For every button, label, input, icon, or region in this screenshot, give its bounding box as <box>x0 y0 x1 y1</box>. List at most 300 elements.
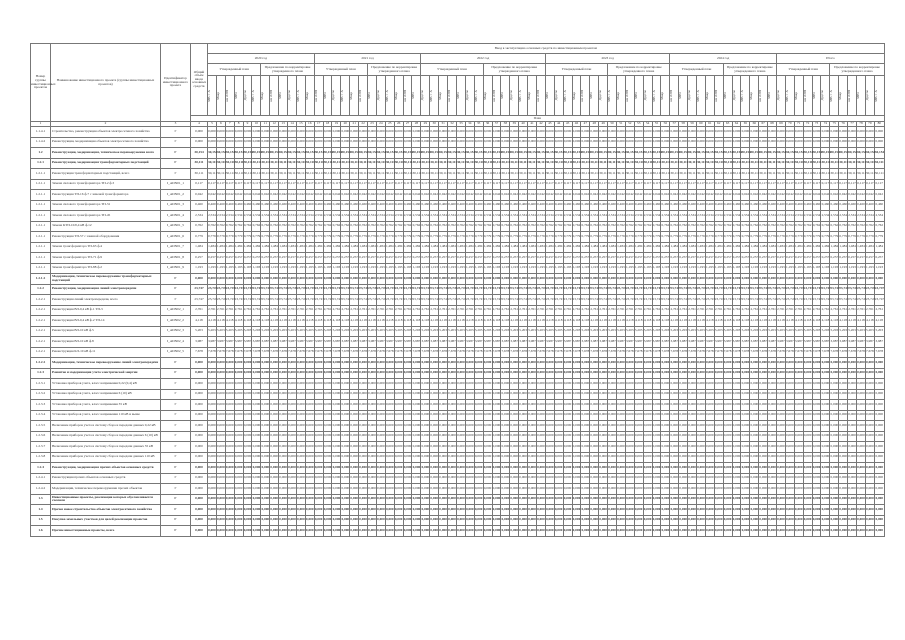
row-value: 0,000 <box>225 431 234 442</box>
row-value: 0,000 <box>288 379 297 390</box>
row-value: 0,000 <box>288 358 297 369</box>
row-value: 0,000 <box>359 484 368 495</box>
row-value: 0,000 <box>439 431 448 442</box>
row-value: 0,000 <box>785 137 794 148</box>
row-value: 7,678 <box>456 347 465 358</box>
row-value: 0,000 <box>741 421 750 432</box>
row-value: 30,154 <box>385 148 394 159</box>
row-value: 0,000 <box>785 494 794 505</box>
row-value: 0,257 <box>394 253 403 264</box>
row-value: 0,779 <box>661 232 670 243</box>
row-value: 0,000 <box>234 137 243 148</box>
row-value: 5,203 <box>670 326 679 337</box>
row-value: 0,000 <box>563 389 572 400</box>
row-value: 0,779 <box>590 232 599 243</box>
row-value: 0,000 <box>750 389 759 400</box>
row-value: 0,000 <box>430 389 439 400</box>
row-value: 30,111 <box>616 169 625 180</box>
row-total: 0,000 <box>191 431 208 442</box>
row-value: 0,000 <box>688 274 697 285</box>
row-total: 0,000 <box>191 515 208 526</box>
row-value: 0,000 <box>439 389 448 400</box>
row-value: 0,000 <box>839 137 848 148</box>
row-value: 0,000 <box>208 358 217 369</box>
row-value: 4,118 <box>359 316 368 327</box>
row-value: 0,000 <box>234 400 243 411</box>
row-value: 2,534 <box>741 211 750 222</box>
row-value: 0,762 <box>608 221 617 232</box>
row-value: 5,203 <box>323 326 332 337</box>
row-value: 1,193 <box>528 263 537 274</box>
row-value: 0,460 <box>599 200 608 211</box>
row-value: 0,257 <box>492 253 501 264</box>
row-value: 0,762 <box>688 221 697 232</box>
row-value: 0,117 <box>857 179 866 190</box>
row-value: 5,203 <box>777 326 786 337</box>
row-value: 0,000 <box>554 494 563 505</box>
row-value: 0,762 <box>501 221 510 232</box>
column-number: 79 <box>865 122 874 127</box>
row-value: 0,000 <box>376 400 385 411</box>
row-value: 0,000 <box>759 442 768 453</box>
row-value: 0,000 <box>332 494 341 505</box>
row-value: 0,779 <box>616 232 625 243</box>
row-value: 4,118 <box>234 316 243 327</box>
row-value: 7,678 <box>421 347 430 358</box>
column-number: 76 <box>839 122 848 127</box>
row-value: 0,000 <box>554 368 563 379</box>
row-value: 30,154 <box>714 148 723 159</box>
row-value: 0,000 <box>857 389 866 400</box>
row-value: 0,762 <box>572 221 581 232</box>
row-value: 0,000 <box>403 452 412 463</box>
row-value: 0,779 <box>243 232 252 243</box>
row-value: 0,000 <box>572 463 581 474</box>
row-value: 0,000 <box>616 274 625 285</box>
row-value: 0,000 <box>483 127 492 138</box>
row-value: 30,111 <box>332 158 341 169</box>
row-value: 0,000 <box>670 400 679 411</box>
row-value: 0,779 <box>643 232 652 243</box>
row-name: Реконструкция ВЛ-10 кВ ф.5 <box>51 326 161 337</box>
row-value: 0,117 <box>599 179 608 190</box>
row-value: 0,000 <box>874 389 884 400</box>
row-value: 0,000 <box>368 274 377 285</box>
row-value: 0,000 <box>296 379 305 390</box>
row-value: 0,257 <box>208 253 217 264</box>
row-value: 0,000 <box>874 410 884 421</box>
row-value: 23,747 <box>714 295 723 306</box>
row-value: 0,000 <box>812 442 821 453</box>
row-name: Реконструкция ТП-57 с заменой оборудования <box>51 232 161 243</box>
row-value: 0,000 <box>243 358 252 369</box>
row-value: 0,000 <box>394 379 403 390</box>
row-value: 30,111 <box>501 169 510 180</box>
row-value: 0,257 <box>750 253 759 264</box>
row-value: 0,000 <box>545 137 554 148</box>
row-value: 0,000 <box>376 127 385 138</box>
row-value: 0,042 <box>439 190 448 201</box>
row-value: 0,000 <box>661 515 670 526</box>
row-value: 0,000 <box>270 127 279 138</box>
row-value: 0,000 <box>359 137 368 148</box>
row-value: 0,762 <box>643 221 652 232</box>
row-value: 30,111 <box>759 169 768 180</box>
row-value: 0,000 <box>448 515 457 526</box>
row-value: 0,000 <box>839 473 848 484</box>
row-value: 23,747 <box>563 295 572 306</box>
row-value: 2,761 <box>483 305 492 316</box>
row-value: 0,460 <box>296 200 305 211</box>
row-value: 0,000 <box>430 379 439 390</box>
row-value: 0,117 <box>394 179 403 190</box>
row-value: 0,000 <box>492 515 501 526</box>
header-unit-text: МВ×А <box>251 89 256 102</box>
row-value: 0,000 <box>839 431 848 442</box>
row-value: 0,000 <box>714 473 723 484</box>
row-value: 30,111 <box>768 169 777 180</box>
row-value: 0,000 <box>759 389 768 400</box>
row-value: 0,000 <box>261 452 270 463</box>
row-value: 4,118 <box>519 316 528 327</box>
row-value: 0,000 <box>243 452 252 463</box>
header-unit <box>634 76 643 116</box>
row-value: 0,000 <box>412 379 421 390</box>
row-value: 1,193 <box>545 263 554 274</box>
row-value: 23,747 <box>323 284 332 295</box>
row-value: 0,000 <box>608 358 617 369</box>
row-value: 0,042 <box>403 190 412 201</box>
row-total: 30,154 <box>191 148 208 159</box>
row-value: 5,203 <box>643 326 652 337</box>
row-value: 0,042 <box>332 190 341 201</box>
header-unit-text: км ЛЭП <box>447 89 452 102</box>
row-value: 30,154 <box>270 148 279 159</box>
row-total: 0,000 <box>191 473 208 484</box>
row-value: 0,000 <box>421 515 430 526</box>
row-value: 0,000 <box>234 368 243 379</box>
row-value: 0,000 <box>465 389 474 400</box>
row-value: 0,042 <box>581 190 590 201</box>
row-value: 30,154 <box>225 148 234 159</box>
row-value: 1,193 <box>554 263 563 274</box>
row-value: 0,000 <box>857 494 866 505</box>
row-code: 1.2.1.1 <box>31 242 51 253</box>
row-value: 7,678 <box>634 347 643 358</box>
row-value: 0,000 <box>510 368 519 379</box>
row-code: 1.2.4.2 <box>31 484 51 495</box>
header-unit-text: МВ×А <box>295 89 300 102</box>
row-value: 0,000 <box>750 274 759 285</box>
row-value: 0,000 <box>679 389 688 400</box>
row-value: 30,111 <box>581 158 590 169</box>
row-value: 3,987 <box>341 337 350 348</box>
row-value: 0,000 <box>714 526 723 537</box>
row-value: 2,534 <box>448 211 457 222</box>
row-value: 0,000 <box>252 526 261 537</box>
row-value: 0,000 <box>848 410 857 421</box>
row-value: 30,111 <box>341 158 350 169</box>
column-number: 39 <box>510 122 519 127</box>
row-value: 5,203 <box>785 326 794 337</box>
row-value: 0,460 <box>777 200 786 211</box>
row-value: 0,000 <box>439 494 448 505</box>
row-value: 0,000 <box>661 484 670 495</box>
row-value: 0,460 <box>643 200 652 211</box>
row-value: 3,987 <box>456 337 465 348</box>
row-value: 0,000 <box>679 526 688 537</box>
row-value: 0,000 <box>465 505 474 516</box>
row-value: 0,000 <box>794 431 803 442</box>
row-name: Строительство, реконструкция объектов электросетевого хозяйства <box>51 127 161 138</box>
row-value: 0,117 <box>439 179 448 190</box>
row-value: 30,154 <box>625 148 634 159</box>
row-value: 1,193 <box>341 263 350 274</box>
row-value: 0,000 <box>759 473 768 484</box>
row-value: 0,000 <box>216 410 225 421</box>
table-body <box>31 127 885 537</box>
row-value: 1,484 <box>368 242 377 253</box>
row-value: 0,000 <box>625 505 634 516</box>
header-sub-6-2: Предложение по корректировке утвержденного плана <box>830 64 884 76</box>
row-value: 0,000 <box>323 442 332 453</box>
row-value: 0,000 <box>252 274 261 285</box>
row-value: 0,257 <box>430 253 439 264</box>
row-code: 1.2.1.1 <box>31 169 51 180</box>
row-value: 0,000 <box>705 515 714 526</box>
row-value: 1,484 <box>732 242 741 253</box>
row-value: 3,987 <box>821 337 830 348</box>
row-value: 0,117 <box>323 179 332 190</box>
row-value: 0,000 <box>696 526 705 537</box>
row-value: 30,111 <box>634 158 643 169</box>
row-value: 0,000 <box>812 484 821 495</box>
row-value: 0,000 <box>794 421 803 432</box>
row-value: 30,154 <box>296 148 305 159</box>
table-row <box>31 494 885 505</box>
row-value: 4,118 <box>812 316 821 327</box>
row-value: 0,000 <box>857 431 866 442</box>
header-unit-text: Другое <box>642 90 647 101</box>
header-unit <box>385 76 394 116</box>
row-value: 3,987 <box>350 337 359 348</box>
row-value: 30,111 <box>572 158 581 169</box>
row-value: 23,747 <box>350 284 359 295</box>
row-value: 0,257 <box>474 253 483 264</box>
row-value: 7,678 <box>777 347 786 358</box>
row-value: 0,117 <box>252 179 261 190</box>
row-value: 3,987 <box>501 337 510 348</box>
row-value: 0,257 <box>625 253 634 264</box>
row-value: 0,000 <box>599 389 608 400</box>
row-value: 30,111 <box>545 169 554 180</box>
row-value: 5,203 <box>465 326 474 337</box>
row-code: 1.2.2.1 <box>31 326 51 337</box>
row-value: 30,111 <box>670 158 679 169</box>
row-value: 0,257 <box>794 253 803 264</box>
row-value: 0,000 <box>305 358 314 369</box>
row-value: 0,000 <box>794 494 803 505</box>
row-value: 0,762 <box>865 221 874 232</box>
row-value: 0,000 <box>216 505 225 516</box>
row-value: 0,000 <box>865 494 874 505</box>
row-value: 0,000 <box>839 452 848 463</box>
row-value: 5,203 <box>341 326 350 337</box>
row-value: 30,111 <box>830 169 839 180</box>
row-value: 0,000 <box>421 526 430 537</box>
row-value: 0,779 <box>403 232 412 243</box>
row-value: 0,000 <box>768 431 777 442</box>
row-value: 3,987 <box>510 337 519 348</box>
row-value: 0,762 <box>554 221 563 232</box>
row-value: 0,000 <box>563 137 572 148</box>
row-value: 2,534 <box>208 211 217 222</box>
row-value: 0,000 <box>652 389 661 400</box>
row-value: 0,000 <box>732 127 741 138</box>
row-value: 0,460 <box>821 200 830 211</box>
row-value: 0,000 <box>519 494 528 505</box>
row-value: 0,000 <box>732 505 741 516</box>
row-value: 0,000 <box>812 274 821 285</box>
row-value: 0,000 <box>777 505 786 516</box>
row-value: 0,000 <box>385 526 394 537</box>
row-value: 0,000 <box>679 484 688 495</box>
header-sub-4-1: Утвержденный план <box>545 64 607 76</box>
row-value: 0,460 <box>528 200 537 211</box>
row-value: 0,000 <box>341 452 350 463</box>
row-value: 0,762 <box>741 221 750 232</box>
row-value: 0,000 <box>368 515 377 526</box>
row-value: 1,484 <box>270 242 279 253</box>
row-value: 4,118 <box>492 316 501 327</box>
row-value: 30,111 <box>305 158 314 169</box>
row-value: 0,000 <box>225 379 234 390</box>
row-value: 0,257 <box>412 253 421 264</box>
row-value: 5,203 <box>208 326 217 337</box>
row-value: 0,000 <box>634 431 643 442</box>
row-value: 4,118 <box>225 316 234 327</box>
row-value: 30,154 <box>305 148 314 159</box>
row-value: 0,000 <box>688 515 697 526</box>
row-value: 1,484 <box>314 242 323 253</box>
column-number: 20 <box>341 122 350 127</box>
row-value: 30,111 <box>234 169 243 180</box>
row-value: 2,761 <box>723 305 732 316</box>
row-value: 0,000 <box>421 421 430 432</box>
header-unit-text: МВ×А <box>607 89 612 102</box>
row-value: 0,042 <box>554 190 563 201</box>
row-value: 1,193 <box>625 263 634 274</box>
row-value: 0,000 <box>821 473 830 484</box>
row-total: 0,000 <box>191 484 208 495</box>
row-value: 30,111 <box>865 169 874 180</box>
row-value: 7,678 <box>865 347 874 358</box>
row-value: 0,000 <box>270 421 279 432</box>
row-value: 0,000 <box>608 431 617 442</box>
row-id: I_ADN01_8 <box>161 253 191 264</box>
row-value: 0,257 <box>723 253 732 264</box>
row-value: 23,747 <box>314 284 323 295</box>
row-value: 23,747 <box>643 284 652 295</box>
header-unit-text: Мвар <box>349 91 354 100</box>
row-value: 0,042 <box>208 190 217 201</box>
row-value: 30,154 <box>252 148 261 159</box>
row-value: 0,000 <box>243 473 252 484</box>
row-value: 4,118 <box>652 316 661 327</box>
row-value: 2,761 <box>625 305 634 316</box>
row-value: 0,000 <box>216 526 225 537</box>
row-value: 7,678 <box>483 347 492 358</box>
row-value: 5,203 <box>252 326 261 337</box>
header-unit-text: МВ×А <box>562 89 567 102</box>
row-value: 0,000 <box>305 274 314 285</box>
row-value: 7,678 <box>732 347 741 358</box>
row-value: 0,779 <box>261 232 270 243</box>
row-value: 1,193 <box>741 263 750 274</box>
row-value: 30,154 <box>590 148 599 159</box>
row-value: 0,000 <box>848 463 857 474</box>
row-value: 0,000 <box>750 410 759 421</box>
row-code: 1.2.3.6 <box>31 431 51 442</box>
row-value: 0,000 <box>616 137 625 148</box>
row-value: 0,000 <box>394 410 403 421</box>
row-value: 5,203 <box>759 326 768 337</box>
row-value: 0,000 <box>732 368 741 379</box>
row-value: 2,534 <box>474 211 483 222</box>
row-value: 0,000 <box>768 379 777 390</box>
row-value: 0,000 <box>794 127 803 138</box>
row-value: 0,000 <box>279 389 288 400</box>
row-value: 0,000 <box>750 379 759 390</box>
row-value: 0,000 <box>652 379 661 390</box>
row-value: 0,779 <box>723 232 732 243</box>
row-value: 1,193 <box>305 263 314 274</box>
column-number: 74 <box>821 122 830 127</box>
row-value: 0,257 <box>696 253 705 264</box>
row-value: 0,000 <box>661 526 670 537</box>
row-value: 0,000 <box>341 379 350 390</box>
row-value: 0,257 <box>759 253 768 264</box>
row-value: 0,000 <box>608 452 617 463</box>
row-total: 0,000 <box>191 421 208 432</box>
row-value: 0,117 <box>385 179 394 190</box>
row-value: 0,000 <box>448 127 457 138</box>
row-value: 0,762 <box>848 221 857 232</box>
row-value: 7,678 <box>465 347 474 358</box>
row-value: 23,747 <box>572 284 581 295</box>
row-value: 7,678 <box>225 347 234 358</box>
table-row <box>31 358 885 369</box>
row-value: 0,000 <box>492 127 501 138</box>
row-value: 1,193 <box>225 263 234 274</box>
row-value: 23,747 <box>305 284 314 295</box>
row-value: 0,000 <box>439 358 448 369</box>
row-value: 0,460 <box>279 200 288 211</box>
row-value: 0,000 <box>368 421 377 432</box>
row-value: 3,987 <box>688 337 697 348</box>
row-value: 0,000 <box>554 431 563 442</box>
row-id: Г <box>161 400 191 411</box>
header-unit-text: МВт <box>233 92 238 99</box>
row-value: 1,484 <box>714 242 723 253</box>
row-value: 0,000 <box>474 505 483 516</box>
row-value: 1,193 <box>243 263 252 274</box>
row-value: 0,000 <box>750 127 759 138</box>
column-number: 33 <box>456 122 465 127</box>
row-value: 0,000 <box>403 421 412 432</box>
row-value: 4,118 <box>528 316 537 327</box>
row-value: 23,747 <box>465 284 474 295</box>
